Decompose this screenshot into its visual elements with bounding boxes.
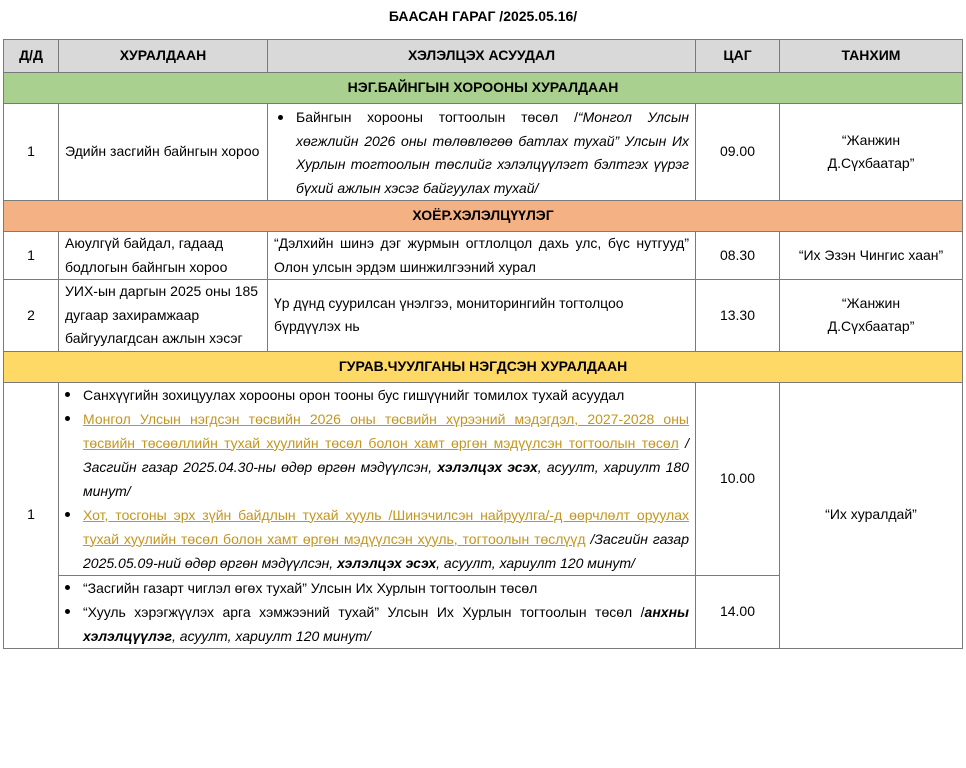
issue-text: “Хууль хэрэгжүүлэх арга хэмжээний тухай” Улсын Их Хурлын тогтоолын төсөл /: [83, 603, 645, 620]
meeting-name: Аюулгүй байдал, гадаад бодлогын байнгын хороо: [59, 232, 268, 280]
table-row: [4, 280, 963, 352]
bill-link[interactable]: Монгол Улсын нэгдсэн төсвийн 2026 оны төсвийн хүрээний мэдэгдэл, 2027-2028 оны төсвийн төсөөллийн тухай хуулийн төсөл болон хамт өргөн мэдүүлсэн тогтоолын төсөл: [83, 410, 689, 451]
meeting-name: УИХ-ын даргын 2025 оны 185 дугаар захирамжаар байгуулагдсан ажлын хэсэг: [59, 280, 268, 352]
row-number: 1: [4, 232, 59, 280]
issue-text: Санхүүгийн зохицуулах хорооны орон тооны бус гишүүнийг томилох тухай асуудал: [83, 386, 625, 403]
issue-note-bold: анхны хэлэлцүүлэг: [83, 603, 689, 644]
issue-note: , асуулт, хариулт 180 минут/: [83, 458, 689, 499]
issue-title: “Монгол Улсын хөгжлийн 2026 оны төлөвлөгөө батлах тухай” Улсын Их Хурлын тогтоолын төслийг хэлэлцүүлэгт бэлтгэх үүрэг бүхий ажлын хэсэг байгуулах тухай/: [296, 109, 689, 196]
issue-note-bold: хэлэлцэх эсэх: [337, 554, 437, 571]
header-time: ЦАГ: [696, 40, 780, 73]
table-row: [4, 382, 963, 575]
hall-name: “Жанжин Д.Сүхбаатар”: [827, 131, 915, 171]
time-cell: 08.30: [696, 232, 780, 280]
page-title: БААСАН ГАРАГ /2025.05.16/: [388, 8, 578, 24]
list-item: [61, 383, 689, 407]
header-hall: ТАНХИМ: [780, 40, 963, 73]
hall-cell: [780, 280, 963, 352]
issue-note-bold: хэлэлцэх эсэх: [437, 458, 538, 475]
issue-note: , асуулт, хариулт 120 минут/: [436, 554, 635, 571]
hall-cell: [780, 104, 963, 201]
issue-lead: Байнгын хорооны тогтоолын төсөл /: [296, 109, 578, 125]
section-title-committee: НЭГ.БАЙНГЫН ХОРООНЫ ХУРАЛДААН: [4, 73, 963, 104]
header-meeting: ХУРАЛДААН: [59, 40, 268, 73]
time-cell: 14.00: [696, 575, 780, 648]
header-num: Д/Д: [4, 40, 59, 73]
header-issue: ХЭЛЭЛЦЭХ АСУУДАЛ: [268, 40, 696, 73]
hall-cell: “Их Эзэн Чингис хаан”: [780, 232, 963, 280]
issue-note: /Засгийн газар 2025.04.30-ны өдөр өргөн мэдүүлсэн,: [83, 434, 690, 475]
row-number: 2: [4, 280, 59, 352]
list-item: [61, 407, 689, 503]
section-row: [4, 73, 963, 104]
list-item: [274, 106, 689, 200]
time-cell: 09.00: [696, 104, 780, 201]
issue-cell: [268, 104, 696, 201]
issue-cell: Үр дүнд суурилсан үнэлгээ, мониторингийн тогтолцоо бүрдүүлэх нь: [268, 280, 696, 352]
meeting-name: Эдийн засгийн байнгын хороо: [59, 104, 268, 201]
issue-cell: [59, 382, 696, 575]
table-row: [4, 104, 963, 201]
list-item: [61, 600, 689, 648]
list-item: [61, 576, 689, 600]
issue-cell: [59, 575, 696, 648]
bill-link[interactable]: Хот, тосгоны эрх зүйн байдлын тухай хууль /Шинэчилсэн найруулга/-д өөрчлөлт оруулах тухай хуулийн төсөл болон хамт өргөн мэдүүлсэн хууль, тогтоолын төслүүд: [83, 506, 689, 547]
row-number: 1: [4, 104, 59, 201]
issue-cell: “Дэлхийн шинэ дэг журмын огтлолцол дахь улс, бүс нутгууд” Олон улсын эрдэм шинжилгээний хурал: [268, 232, 696, 280]
time-cell: 10.00: [696, 382, 780, 575]
hall-name: “Жанжин Д.Сүхбаатар”: [827, 294, 915, 335]
row-number: 1: [4, 382, 59, 648]
schedule-table: [3, 39, 963, 649]
hall-cell: “Их хуралдай”: [780, 382, 963, 648]
issue-text: “Засгийн газарт чиглэл өгөх тухай” Улсын Их Хурлын тогтоолын төсөл: [83, 579, 538, 596]
section-title-plenary: ГУРАВ.ЧУУЛГАНЫ НЭГДСЭН ХУРАЛДААН: [4, 351, 963, 382]
header-row: [4, 40, 963, 73]
issue-note: , асуулт, хариулт 120 минут/: [172, 627, 371, 644]
section-row: [4, 201, 963, 232]
list-item: [61, 503, 689, 575]
issue-note: /Засгийн газар 2025.05.09-ний өдөр өргөн мэдүүлсэн,: [83, 530, 689, 571]
table-row: [4, 232, 963, 280]
section-title-discussion: ХОЁР.ХЭЛЭЛЦҮҮЛЭГ: [4, 201, 963, 232]
section-row: [4, 351, 963, 382]
time-cell: 13.30: [696, 280, 780, 352]
